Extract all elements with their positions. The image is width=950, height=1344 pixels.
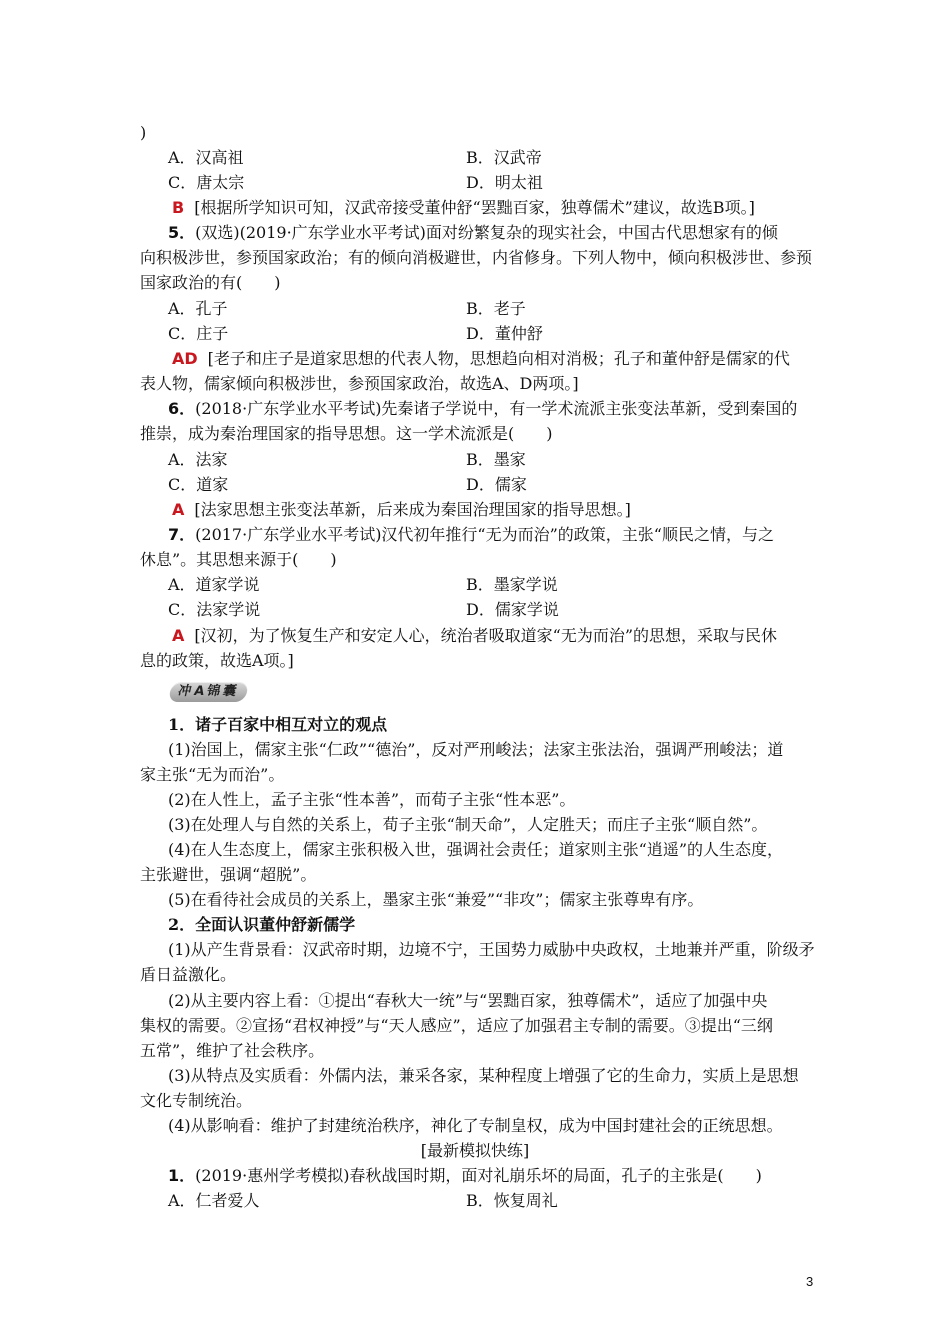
option-a: A．法家 xyxy=(168,450,228,469)
explanation-text: 息的政策，故选A项。] xyxy=(140,651,294,670)
question-number: 6． xyxy=(168,399,196,418)
option-c: C．法家学说 xyxy=(168,600,261,619)
tips-heading: 1．诸子百家中相互对立的观点 xyxy=(168,715,388,734)
option-d: D．儒家 xyxy=(466,475,527,494)
tips-paragraph: (2)从主要内容上看：①提出“春秋大一统”与“罢黜百家，独尊儒术”，适应了加强中央 xyxy=(168,991,768,1010)
tips-paragraph: (2)在人性上，孟子主张“性本善”，而荀子主张“性本恶”。 xyxy=(168,790,576,809)
option-c: C．庄子 xyxy=(168,324,229,343)
question-line xyxy=(168,220,848,245)
tips-paragraph: 盾日益激化。 xyxy=(140,965,237,984)
tips-paragraph: (5)在看待社会成员的关系上，墨家主张“兼爱”“非攻”；儒家主张尊卑有序。 xyxy=(168,890,704,909)
answer-explanation xyxy=(172,195,852,220)
answer-key: AD xyxy=(172,349,198,368)
option-b: B．墨家学说 xyxy=(466,575,558,594)
option-b: B．墨家 xyxy=(466,450,526,469)
tips-paragraph: 五常”，维护了社会秩序。 xyxy=(140,1041,325,1060)
question-text: (双选)(2019·广东学业水平考试)面对纷繁复杂的现实社会，中国古代思想家有的倾 xyxy=(195,223,778,242)
question-line xyxy=(168,522,848,547)
question-text: (2018·广东学业水平考试)先秦诸子学说中，有一学术流派主张变法革新，受到秦国的 xyxy=(195,399,798,418)
page-number: 3 xyxy=(806,1274,814,1289)
question-number: 7． xyxy=(168,525,196,544)
tips-paragraph: (4)在人生态度上，儒家主张积极入世，强调社会责任；道家则主张“逍遥”的人生态度， xyxy=(168,840,784,859)
answer-explanation xyxy=(172,346,852,371)
option-c: C．道家 xyxy=(168,475,229,494)
tips-heading: 2．全面认识董仲舒新儒学 xyxy=(168,915,356,934)
explanation-text: [法家思想主张变法革新，后来成为秦国治理国家的指导思想。] xyxy=(194,500,631,519)
answer-explanation xyxy=(172,497,852,522)
option-a: A．道家学说 xyxy=(168,575,260,594)
option-d: D．儒家学说 xyxy=(466,600,559,619)
tips-paragraph: (4)从影响看：维护了封建统治秩序，神化了专制皇权，成为中国封建社会的正统思想。 xyxy=(168,1116,783,1135)
option-a: A．孔子 xyxy=(168,299,228,318)
option-a: A．汉高祖 xyxy=(168,148,244,167)
explanation-text: [老子和庄子是道家思想的代表人物，思想趋向相对消极；孔子和董仲舒是儒家的代 xyxy=(207,349,790,368)
option-d: D．明太祖 xyxy=(466,173,543,192)
explanation-text: 表人物，儒家倾向积极涉世，参预国家政治，故选A、D两项。] xyxy=(140,374,579,393)
option-b: B．汉武帝 xyxy=(466,148,542,167)
question-line xyxy=(168,396,848,421)
tips-paragraph: 文化专制统治。 xyxy=(140,1091,253,1110)
tips-paragraph: (3)在处理人与自然的关系上，荀子主张“制天命”，人定胜天；而庄子主张“顺自然”。 xyxy=(168,815,768,834)
question-line xyxy=(168,1163,848,1188)
question-text: 国家政治的有( ) xyxy=(140,273,281,292)
question-text: (2017·广东学业水平考试)汉代初年推行“无为而治”的政策，主张“顺民之情，与之 xyxy=(195,525,774,544)
tips-paragraph: 主张避世，强调“超脱”。 xyxy=(140,865,317,884)
question-text: 休息”。其思想来源于( ) xyxy=(140,550,337,569)
section-heading: [最新模拟快练] xyxy=(420,1141,530,1160)
question-number: 5． xyxy=(168,223,196,242)
question-text: (2019·惠州学考模拟)春秋战国时期，面对礼崩乐坏的局面，孔子的主张是( ) xyxy=(195,1166,762,1185)
option-a: A．仁者爱人 xyxy=(168,1191,260,1210)
question-number: 1． xyxy=(168,1166,196,1185)
explanation-text: [汉初，为了恢复生产和安定人心，统治者吸取道家“无为而治”的思想，采取与民休 xyxy=(194,626,777,645)
tips-paragraph: 集权的需要。②宣扬“君权神授”与“天人感应”，适应了加强君主专制的需要。③提出“三纲 xyxy=(140,1016,773,1035)
option-b: B．恢复周礼 xyxy=(466,1191,558,1210)
tips-paragraph: (1)从产生背景看：汉武帝时期，边境不宁，王国势力威胁中央政权，土地兼并严重，阶级矛 xyxy=(168,940,815,959)
tips-paragraph: 家主张“无为而治”。 xyxy=(140,765,285,784)
option-c: C．唐太宗 xyxy=(168,173,245,192)
explanation-text: [根据所学知识可知，汉武帝接受董仲舒“罢黜百家，独尊儒术”建议，故选B项。] xyxy=(194,198,755,217)
option-b: B．老子 xyxy=(466,299,526,318)
text-line: ) xyxy=(140,123,147,142)
tips-paragraph: (1)治国上，儒家主张“仁政”“德治”，反对严刑峻法；法家主张法治，强调严刑峻法；道 xyxy=(168,740,784,759)
option-d: D．董仲舒 xyxy=(466,324,543,343)
answer-key: A xyxy=(172,626,185,645)
question-text: 推崇，成为秦治理国家的指导思想。这一学术流派是( ) xyxy=(140,424,553,443)
tips-paragraph: (3)从特点及实质看：外儒内法，兼采各家，某种程度上增强了它的生命力，实质上是思想 xyxy=(168,1066,799,1085)
question-text: 向积极涉世，参预国家政治；有的倾向消极避世，内省修身。下列人物中，倾向积极涉世、参预 xyxy=(140,248,813,267)
answer-key: B xyxy=(172,198,185,217)
tips-badge: 冲A锦囊 xyxy=(168,682,249,702)
answer-explanation xyxy=(172,623,852,648)
answer-key: A xyxy=(172,500,185,519)
